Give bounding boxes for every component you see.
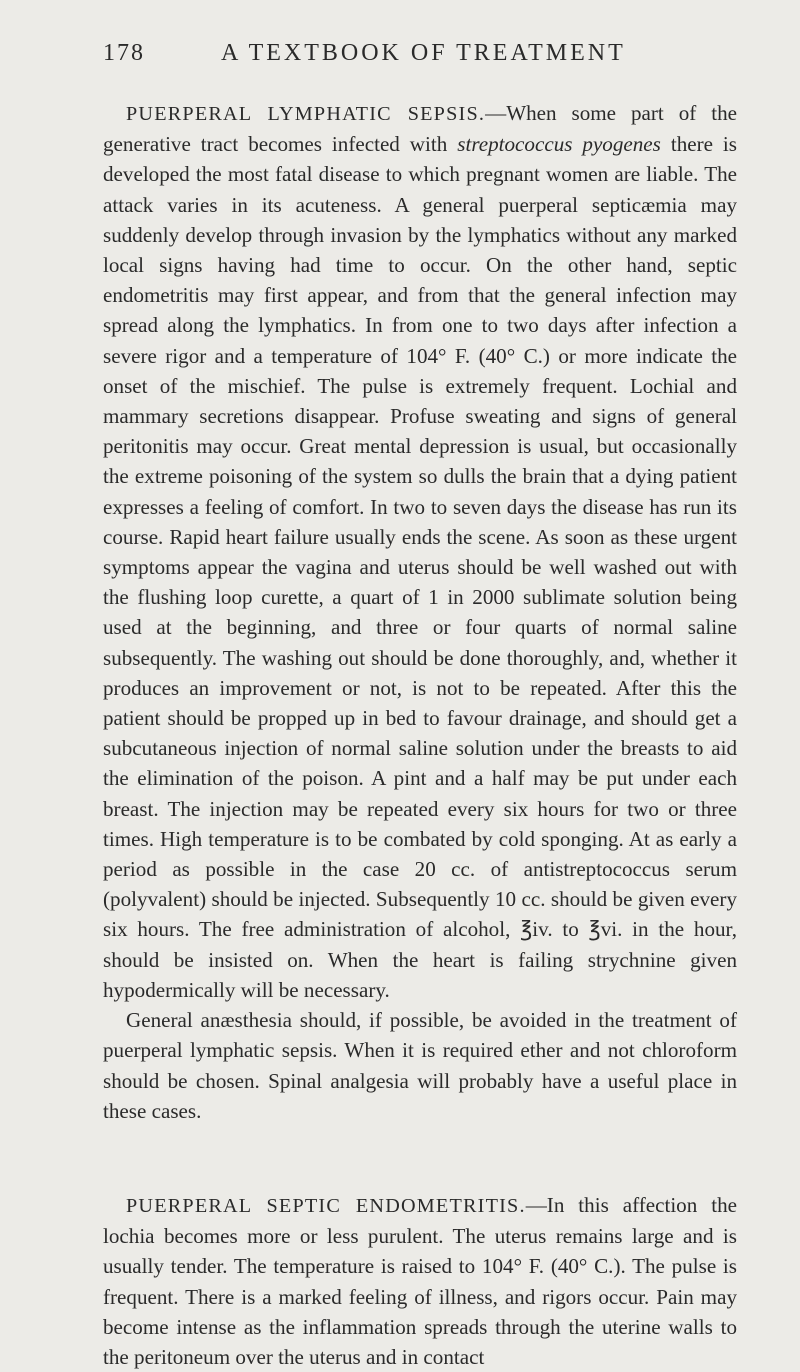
italic-term: streptococcus pyogenes bbox=[457, 132, 661, 157]
paragraph-septic-endometritis bbox=[103, 1190, 737, 1372]
running-head bbox=[103, 40, 737, 84]
paragraph-text: General anæsthesia should, if possible, be avoided in the treatment of puerperal lymphatic sepsis. When it is required ether and not chloroform should be chosen. Spinal analgesia will probably have a useful place in these cases. bbox=[103, 1008, 737, 1123]
body-text bbox=[103, 98, 737, 1372]
paragraph-text: —When some part of the generative tract becomes infected with bbox=[103, 101, 737, 157]
page-number: 178 bbox=[103, 40, 145, 66]
paragraph-anaesthesia bbox=[103, 1005, 737, 1126]
running-title: A TEXTBOOK OF TREATMENT bbox=[221, 40, 626, 66]
paragraph-lymphatic-sepsis bbox=[103, 98, 737, 1005]
paragraph-text: there is developed the most fatal disease to which pregnant women are liable. The attack varies in its acuteness. A general puerperal septicæmia may suddenly develop through invasion by the lymphatics without any marked local signs having had time to occur. On the other hand, septic endometritis may first appear, and from that the general infection may spread along the lymphatics. In from one to two days after infection a severe rigor and a temperature of 104° F. (40° C.) or more indicate the onset of the mischief. The pulse is extremely frequent. Lochial and mammary secretions disappear. Profuse sweating and signs of general peritonitis may occur. Great mental depression is usual, but occasionally the extreme poisoning of the system so dulls the brain that a dying patient expresses a feeling of comfort. In two to seven days the disease has run its course. Rapid heart failure usually ends the scene. As soon as these urgent symptoms appear the vagina and uterus should be well washed out with the flushing loop curette, a quart of 1 in 2000 sublimate solution being used at the beginning, and three or four quarts of normal saline subsequently. The washing out should be done thoroughly, and, whether it produces an improvement or not, is not to be repeated. After this the patient should be propped up in bed to favour drainage, and should get a subcutaneous injection of normal saline solution under the breasts to aid the elimination of the poison. A pint and a half may be put under each breast. The injection may be repeated every six hours for two or three times. High temperature is to be combated by cold sponging. At as early a period as possible in the case 20 cc. of antistreptococcus serum (polyvalent) should be injected. Subsequently 10 cc. should be given every six hours. The free administration of alcohol, ℥iv. to ℥vi. in the hour, should be insisted on. When the heart is failing strychnine given hypodermically will be necessary. bbox=[103, 132, 737, 1002]
section-heading-lymphatic-sepsis: PUERPERAL LYMPHATIC SEPSIS. bbox=[126, 103, 486, 125]
paragraph-text: —In this affection the lochia becomes more or less purulent. The uterus remains large and is usually tender. The temperature is raised to 104° F. (40° C.). The pulse is frequent. There is a marked feeling of illness, and rigors occur. Pain may become intense as the inflammation spreads through the uterine walls to the peritoneum over the uterus and in contact bbox=[103, 1192, 737, 1369]
section-gap bbox=[103, 1126, 737, 1190]
section-heading-septic-endometritis: PUERPERAL SEPTIC ENDOMETRITIS. bbox=[126, 1194, 526, 1217]
